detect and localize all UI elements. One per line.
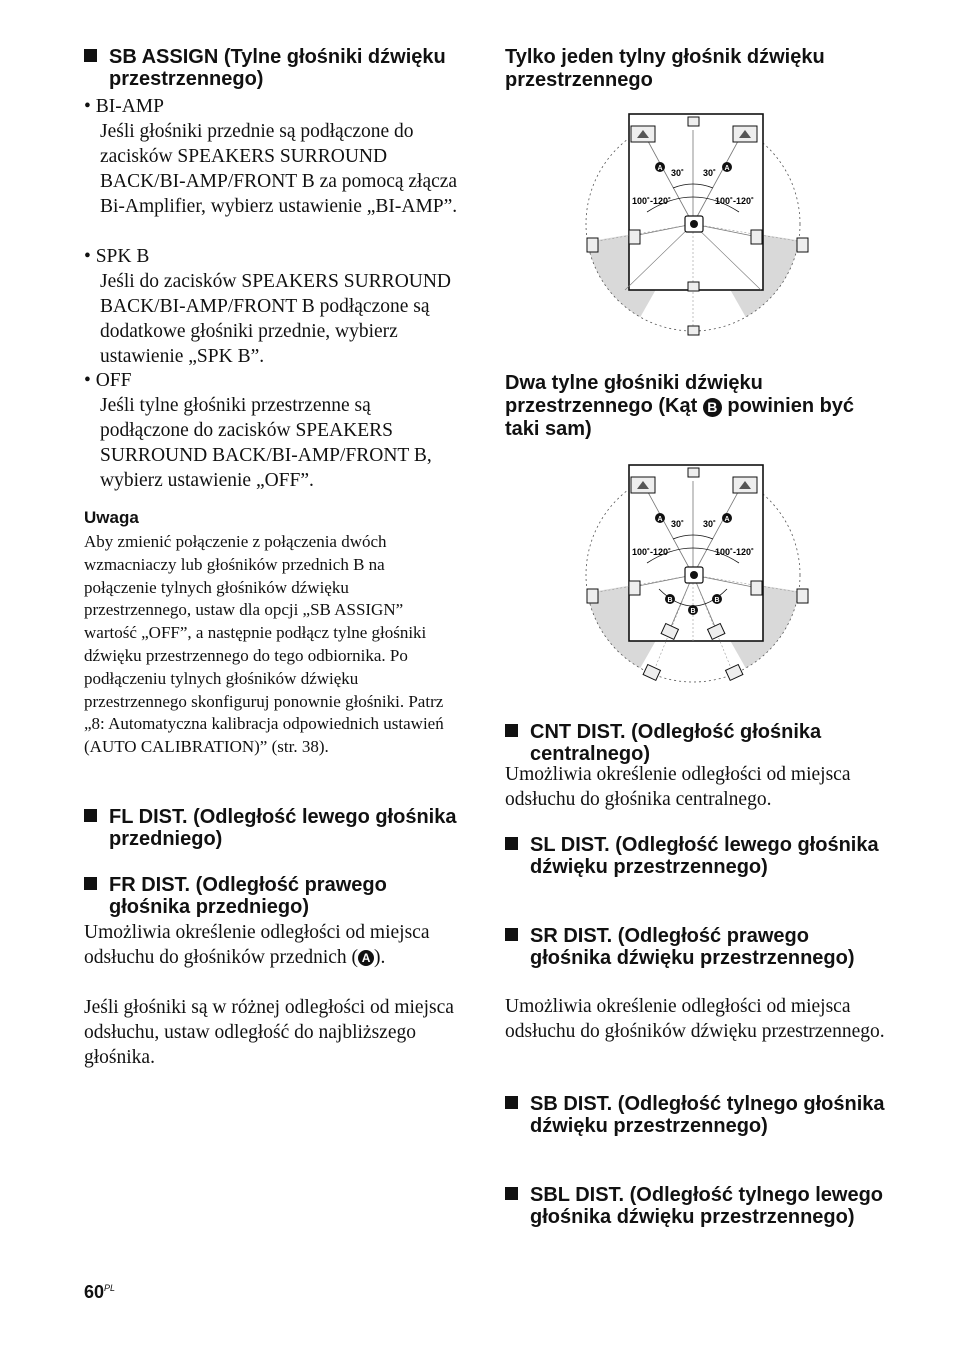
section-square-icon: [84, 809, 97, 822]
surround-left-speaker-icon: [629, 581, 640, 595]
option-off: [84, 368, 464, 493]
svg-text:30˚: 30˚: [703, 168, 717, 178]
marker-a-icon: A: [358, 950, 374, 966]
svg-text:30˚: 30˚: [703, 519, 717, 529]
cnt-dist-body: Umożliwia określenie odległości od miejsca odsłuchu do głośnika centralnego.: [505, 764, 851, 810]
diagram1-title: Tylko jeden tylny głośnik dźwięku przestrzennego: [505, 46, 825, 91]
speaker-layout-diagram-two-back: [585, 463, 810, 695]
back-far-speaker-icon: [688, 326, 699, 335]
surround-right-far-icon: [797, 589, 808, 603]
option-desc: Jeśli do zacisków SPEAKERS SURROUND BACK/BI-AMP/FRONT B podłączone są dodatkowe głośniki przednie, wybierz ustawienie „SPK B”.: [100, 271, 452, 367]
section-fr-dist-title: FR DIST. (Odległość prawego głośnika przedniego): [84, 874, 464, 918]
surround-right-speaker-icon: [751, 230, 762, 244]
front-right-speaker-icon: [733, 477, 757, 493]
front-left-speaker-icon: [631, 477, 655, 493]
diagram2-title: Dwa tylne głośniki dźwięku przestrzennego (Kąt B powinien być taki sam): [505, 372, 855, 440]
svg-text:30˚: 30˚: [670, 519, 684, 529]
section-sl-dist-title: SL DIST. (Odległość lewego głośnika dźwięku przestrzennego): [505, 834, 890, 878]
option-label: • OFF: [84, 368, 464, 393]
svg-text:A: A: [657, 165, 663, 172]
option-bi-amp: [84, 94, 464, 219]
listener-icon: [685, 567, 703, 583]
section-square-icon: [84, 49, 97, 62]
marker-b-icon: B: [703, 398, 722, 417]
svg-text:B: B: [714, 597, 720, 604]
front-left-speaker-icon: [631, 126, 655, 142]
svg-text:A: A: [724, 165, 730, 172]
svg-text:B: B: [667, 597, 673, 604]
svg-text:100˚-120˚: 100˚-120˚: [632, 547, 672, 557]
section-cnt-dist-title: CNT DIST. (Odległość głośnika centralnego): [505, 721, 890, 765]
note-text: Aby zmienić połączenie z połączenia dwóch wzmacniaczy lub głośników przednich B na połączenie tylnych głośników dźwięku przestrzennego, ustaw dla opcji „SB ASSIGN” wartość „OFF”, a następnie podłącz tylne głośniki dźwięku przestrzennego do tego odbiornika. Po podłączeniu tylnych głośników dźwięku przestrzennego skonfiguruj ponownie głośniki. Patrz „8: Automatyczna kalibracja odpowiednich ustawień (AUTO CALIBRATION)” (str. 38).: [84, 532, 444, 757]
surround-left-far-icon: [587, 238, 598, 252]
option-desc: Jeśli głośniki przednie są podłączone do zacisków SPEAKERS SURROUND BACK/BI-AMP/FRONT B za pomocą złącza Bi-Amplifier, wybierz ustawienie „BI-AMP”.: [100, 121, 458, 217]
page-number: $60^{PL}$: [84, 1282, 116, 1302]
surround-right-far-icon: [797, 238, 808, 252]
back-right-far-speaker-icon: [726, 665, 743, 681]
surround-left-far-icon: [587, 589, 598, 603]
section-square-icon: [505, 724, 518, 737]
svg-text:A: A: [724, 516, 730, 523]
speaker-layout-diagram-one-back: [585, 112, 810, 344]
svg-text:A: A: [657, 516, 663, 523]
section-square-icon: [505, 837, 518, 850]
option-spk-b: [84, 244, 464, 369]
option-desc: Jeśli tylne głośniki przestrzenne są podłączone do zacisków SPEAKERS SURROUND BACK/BI-AMP/FRONT B, wybierz ustawienie „OFF”.: [100, 395, 432, 491]
option-label: • BI-AMP: [84, 94, 464, 119]
back-speaker-icon: [688, 282, 699, 291]
option-label: • SPK B: [84, 244, 464, 269]
section-fl-dist-title: FL DIST. (Odległość lewego głośnika przedniego): [84, 806, 464, 850]
section-sbl-dist-title: SBL DIST. (Odległość tylnego lewego głośnika dźwięku przestrzennego): [505, 1184, 890, 1228]
section-sb-dist-title: SB DIST. (Odległość tylnego głośnika dźwięku przestrzennego): [505, 1093, 890, 1137]
fr-dist-body1: Umożliwia określenie odległości od miejsca odsłuchu do głośników przednich ( A ).: [84, 922, 430, 968]
center-speaker-icon: [688, 468, 699, 477]
center-speaker-icon: [688, 117, 699, 126]
svg-text:100˚-120˚: 100˚-120˚: [632, 196, 672, 206]
fr-dist-body2: Jeśli głośniki są w różnej odległości od miejsca odsłuchu, ustaw odległość do najbliższego głośnika.: [84, 997, 454, 1068]
surround-left-speaker-icon: [629, 230, 640, 244]
svg-text:100˚-120˚: 100˚-120˚: [715, 547, 755, 557]
front-right-speaker-icon: [733, 126, 757, 142]
svg-text:30˚: 30˚: [670, 168, 684, 178]
section-sr-dist-title: SR DIST. (Odległość prawego głośnika dźwięku przestrzennego): [505, 925, 890, 969]
svg-text:100˚-120˚: 100˚-120˚: [715, 196, 755, 206]
back-left-far-speaker-icon: [643, 665, 660, 681]
listener-icon: [685, 216, 703, 232]
section-square-icon: [84, 877, 97, 890]
section-square-icon: [505, 928, 518, 941]
section-square-icon: [505, 1187, 518, 1200]
section-square-icon: [505, 1096, 518, 1109]
surround-right-speaker-icon: [751, 581, 762, 595]
svg-text:B: B: [690, 608, 696, 615]
note-heading: Uwaga: [84, 508, 139, 527]
section-sb-assign-title: SB ASSIGN (Tylne głośniki dźwięku przestrzennego): [84, 46, 464, 90]
sr-dist-body: Umożliwia określenie odległości od miejsca odsłuchu do głośników dźwięku przestrzennego.: [505, 996, 885, 1042]
